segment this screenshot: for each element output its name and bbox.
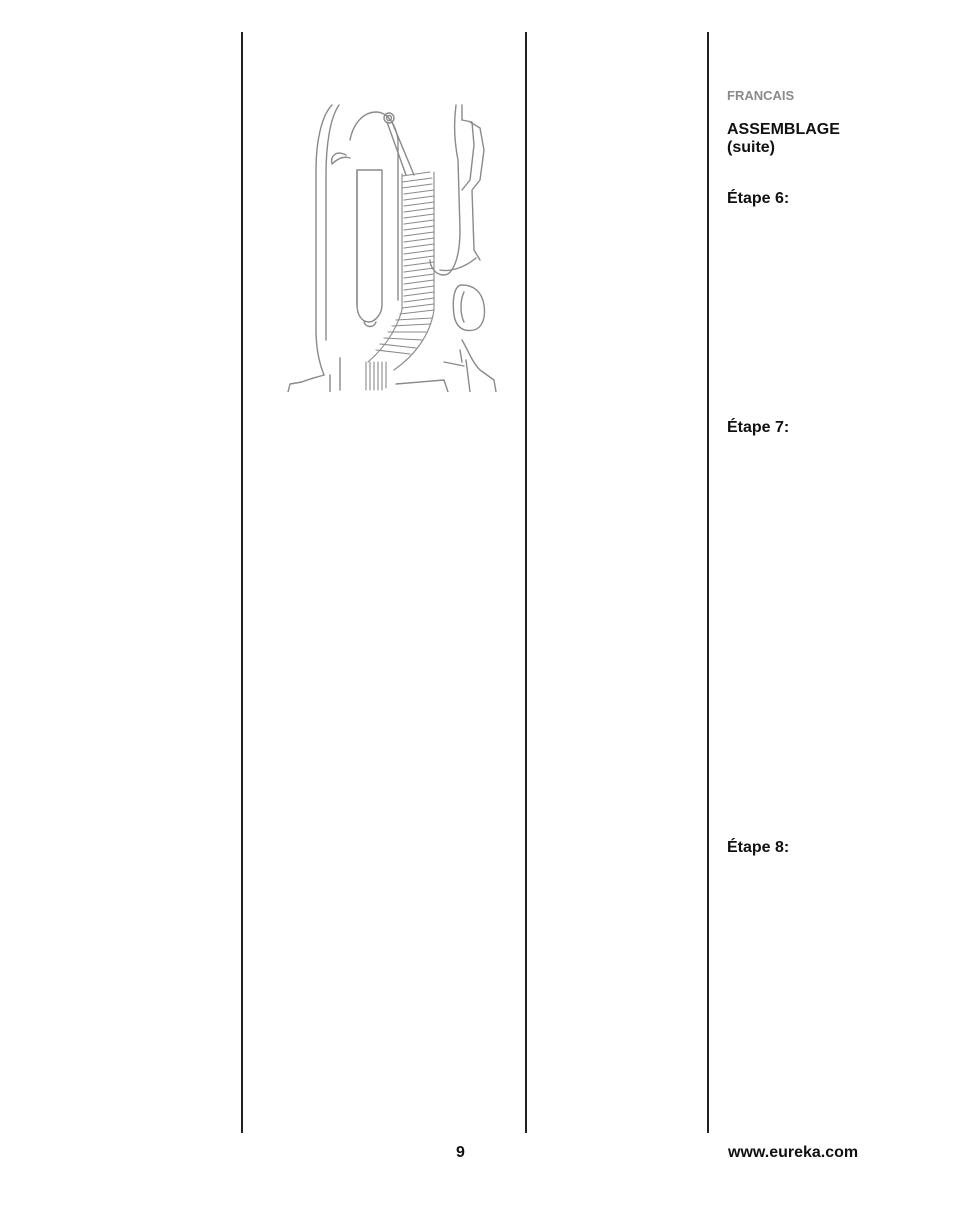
column-divider <box>525 32 527 1133</box>
vacuum-illustration <box>284 100 498 392</box>
step-6-heading: Étape 6: <box>727 190 790 207</box>
page-number: 9 <box>456 1144 465 1161</box>
column-divider <box>707 32 709 1133</box>
section-title <box>727 121 887 157</box>
column-divider <box>241 32 243 1133</box>
website-link[interactable]: www.eureka.com <box>728 1144 859 1161</box>
step-8-heading: Étape 8: <box>727 839 790 856</box>
language-label: FRANCAIS <box>727 88 795 103</box>
step-7-heading: Étape 7: <box>727 419 790 436</box>
section-title-main: ASSEMBLAGE <box>727 121 840 138</box>
section-title-sub: (suite) <box>727 139 775 156</box>
